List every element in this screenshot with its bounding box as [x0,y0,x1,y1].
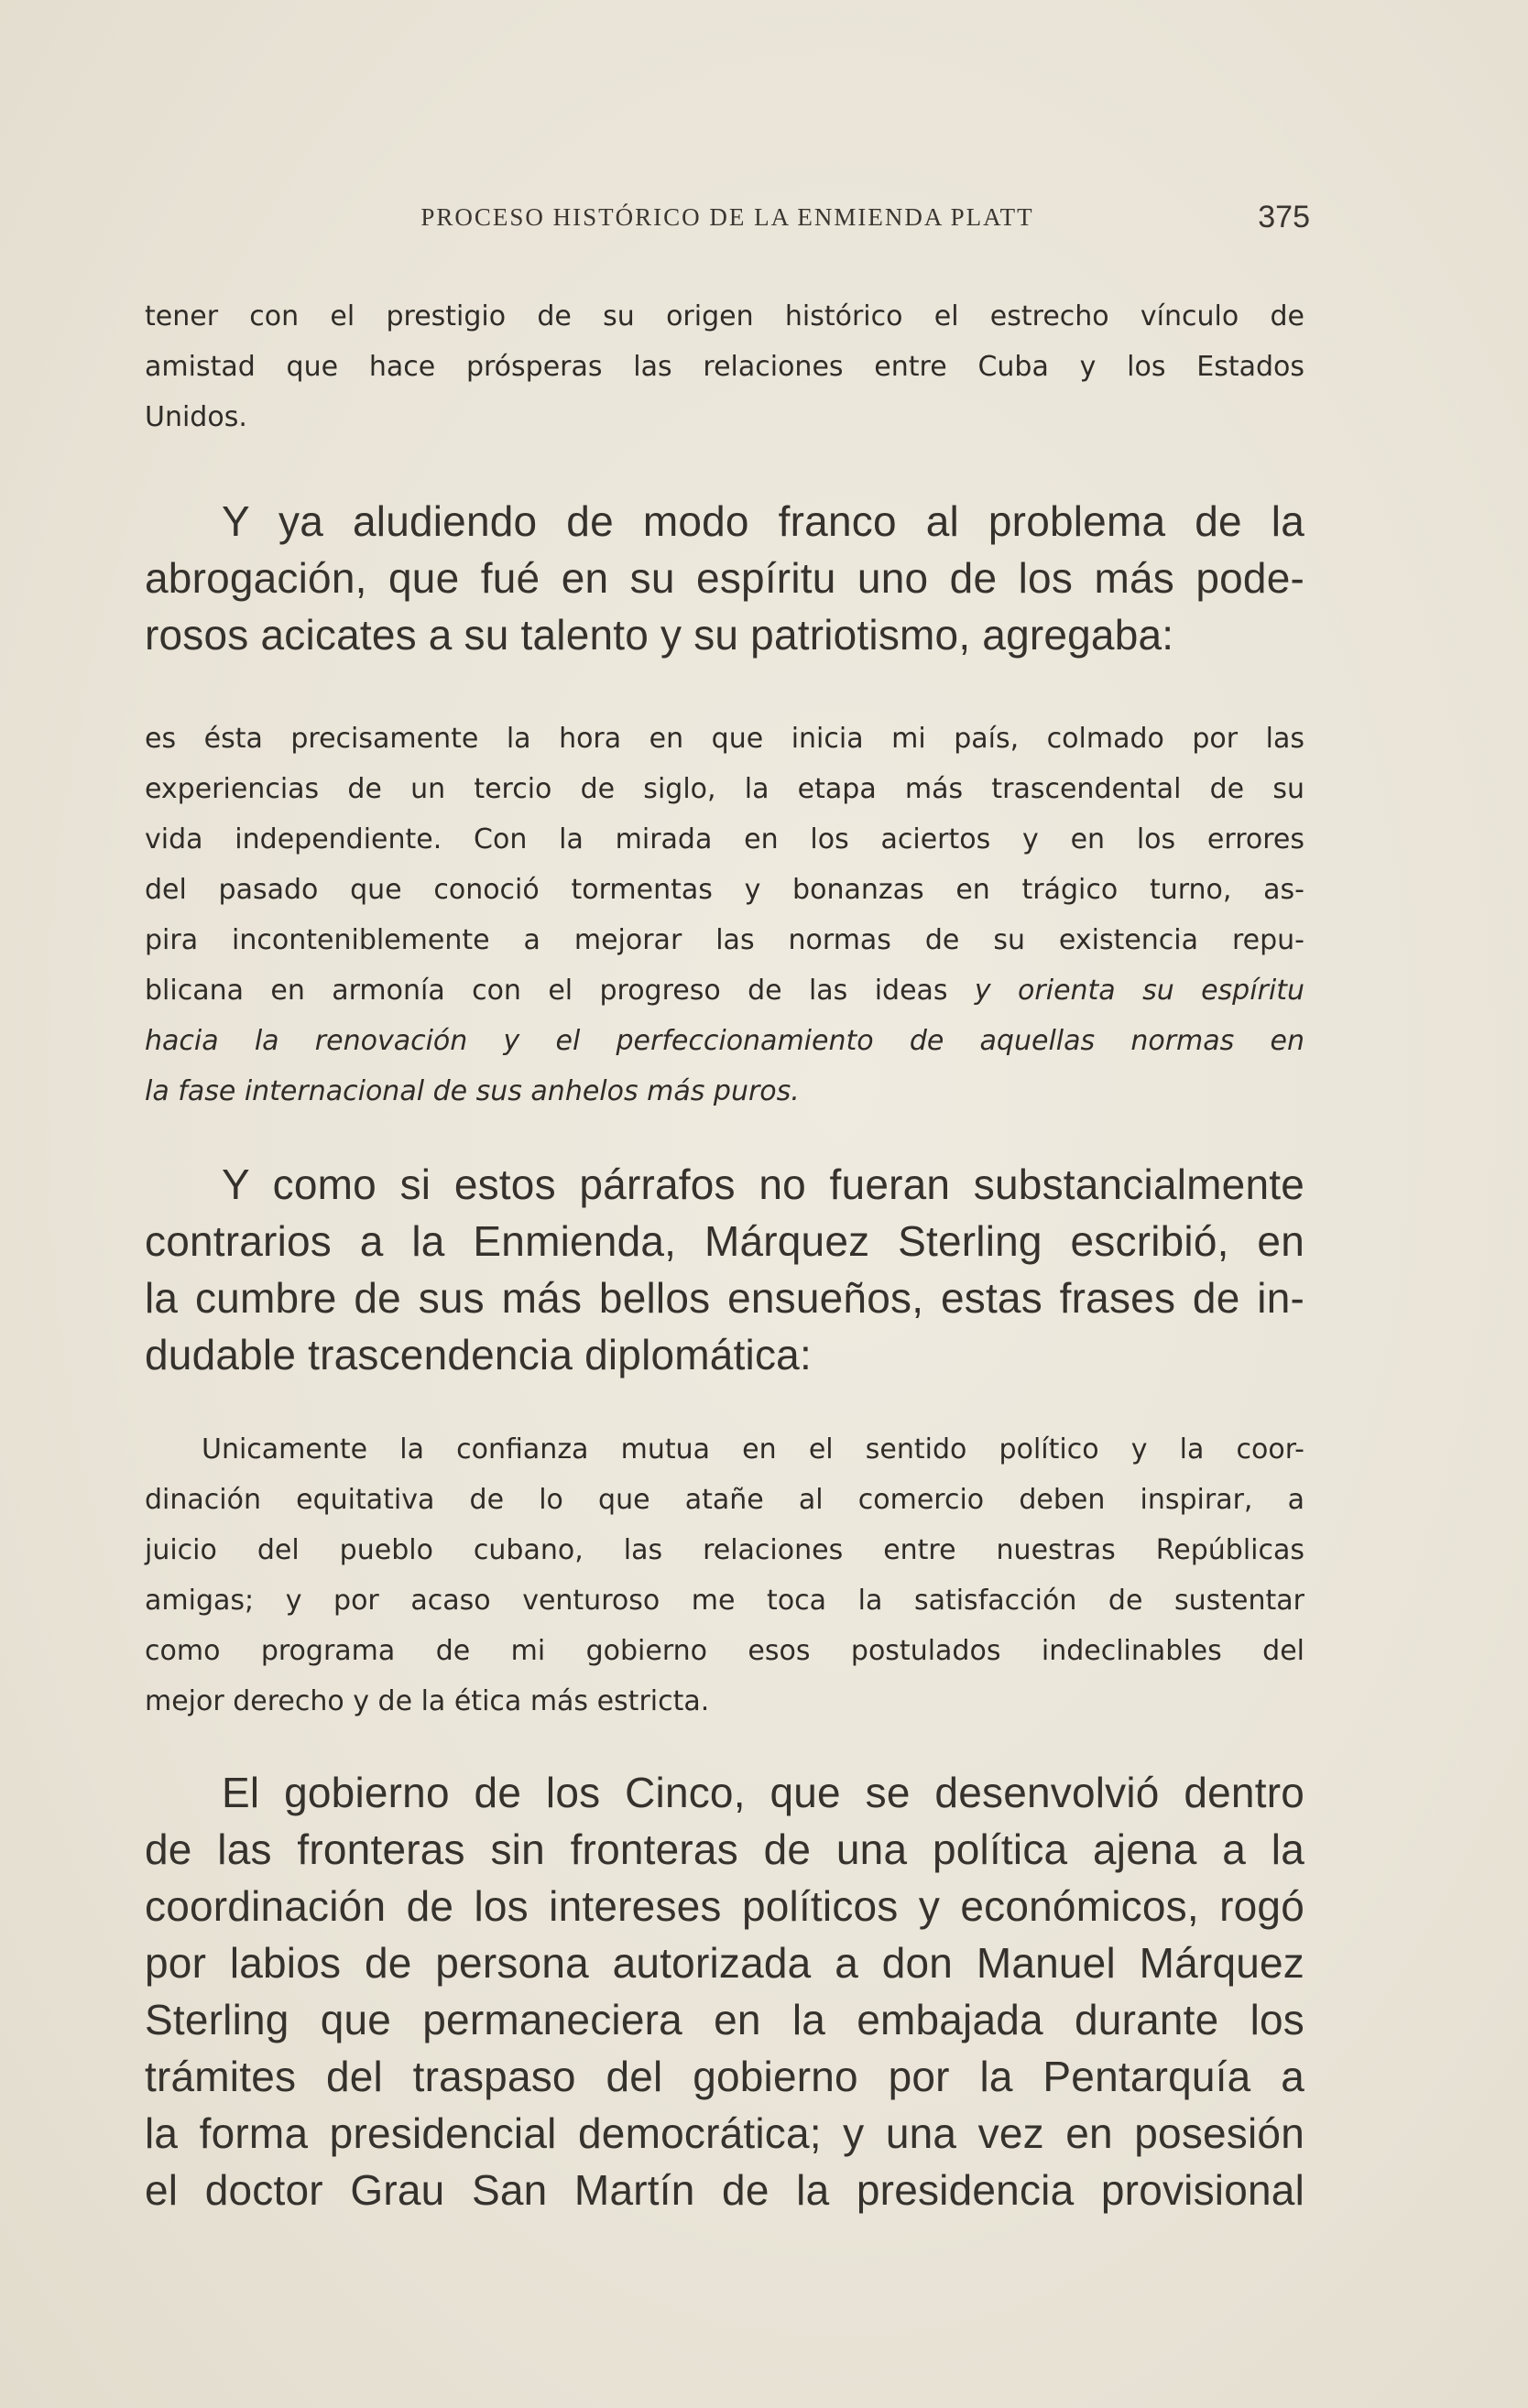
text-segment: blicana en armonía con el progreso de las ideas [145,975,975,1007]
text-line: como programa de mi gobierno esos postulados indeclinables del [145,1635,1304,1667]
text-line: mejor derecho y de la ética más estricta. [145,1685,710,1717]
italic-line: hacia la renovación y el perfeccionamiento de aquellas normas en [145,1025,1304,1057]
text-line: trámites del traspaso del gobierno por la Pentarquía a [145,2053,1304,2100]
text-line: vida independiente. Con la mirada en los aciertos y en los errores [145,823,1304,855]
text-line: El gobierno de los Cinco, que se desenvolvió dentro [222,1769,1304,1816]
paragraph-body [145,1764,1304,2218]
paragraph-quote [145,714,1304,1117]
text-line-mixed [145,965,1304,1016]
paragraph-quote-continuation [145,291,1304,442]
text-line: es ésta precisamente la hora en que inicia mi país, colmado por las [145,723,1304,755]
text-line: pira inconteniblemente a mejorar las normas de su existencia repu- [145,924,1304,956]
text-line: amistad que hace prósperas las relaciones entre Cuba y los Estados [145,351,1304,383]
text-line: el doctor Grau San Martín de la presidencia provisional [145,2166,1304,2214]
text-line: rosos acicates a su talento y su patriotismo, agregaba: [145,611,1174,659]
text-line: Y ya aludiendo de modo franco al problema de la [222,497,1304,545]
text-line: dudable trascendencia diplomática: [145,1331,812,1378]
running-head [145,200,1310,242]
text-line: la forma presidencial democrática; y una vez en posesión [145,2109,1304,2157]
paragraph-body [145,1156,1304,1383]
text-line: dinación equitativa de lo que atañe al comercio deben inspirar, a [145,1484,1304,1516]
text-line: del pasado que conoció tormentas y bonanzas en trágico turno, as- [145,874,1304,906]
italic-segment: y orienta su espíritu [974,975,1304,1007]
text-line: experiencias de un tercio de siglo, la etapa más trascendental de su [145,773,1304,805]
text-line: abrogación, que fué en su espíritu uno de los más pode- [145,554,1304,602]
page-number: 375 [1258,200,1310,234]
text-line: por labios de persona autorizada a don Manuel Márquez [145,1939,1304,1987]
text-line: juicio del pueblo cubano, las relaciones entre nuestras Repúblicas [145,1534,1304,1566]
text-line: tener con el prestigio de su origen histórico el estrecho vínculo de [145,300,1304,332]
italic-line: la fase internacional de sus anhelos más puros. [145,1075,800,1107]
text-line: contrarios a la Enmienda, Márquez Sterling escribió, en [145,1217,1304,1265]
text-line: Unidos. [145,401,247,433]
text-line: de las fronteras sin fronteras de una política ajena a la [145,1825,1304,1873]
text-line: Sterling que permaneciera en la embajada durante los [145,1996,1304,2043]
paragraph-quote [145,1424,1304,1727]
text-line: la cumbre de sus más bellos ensueños, estas frases de in- [145,1274,1304,1322]
text-line: amigas; y por acaso venturoso me toca la satisfacción de sustentar [145,1585,1304,1617]
paragraph-body [145,493,1304,663]
running-title: PROCESO HISTÓRICO DE LA ENMIENDA PLATT [420,203,1034,231]
text-line: Y como si estos párrafos no fueran substancialmente [222,1160,1304,1208]
text-line: Unicamente la confianza mutua en el sentido político y la coor- [202,1433,1304,1466]
text-line: coordinación de los intereses políticos y económicos, rogó [145,1882,1304,1930]
